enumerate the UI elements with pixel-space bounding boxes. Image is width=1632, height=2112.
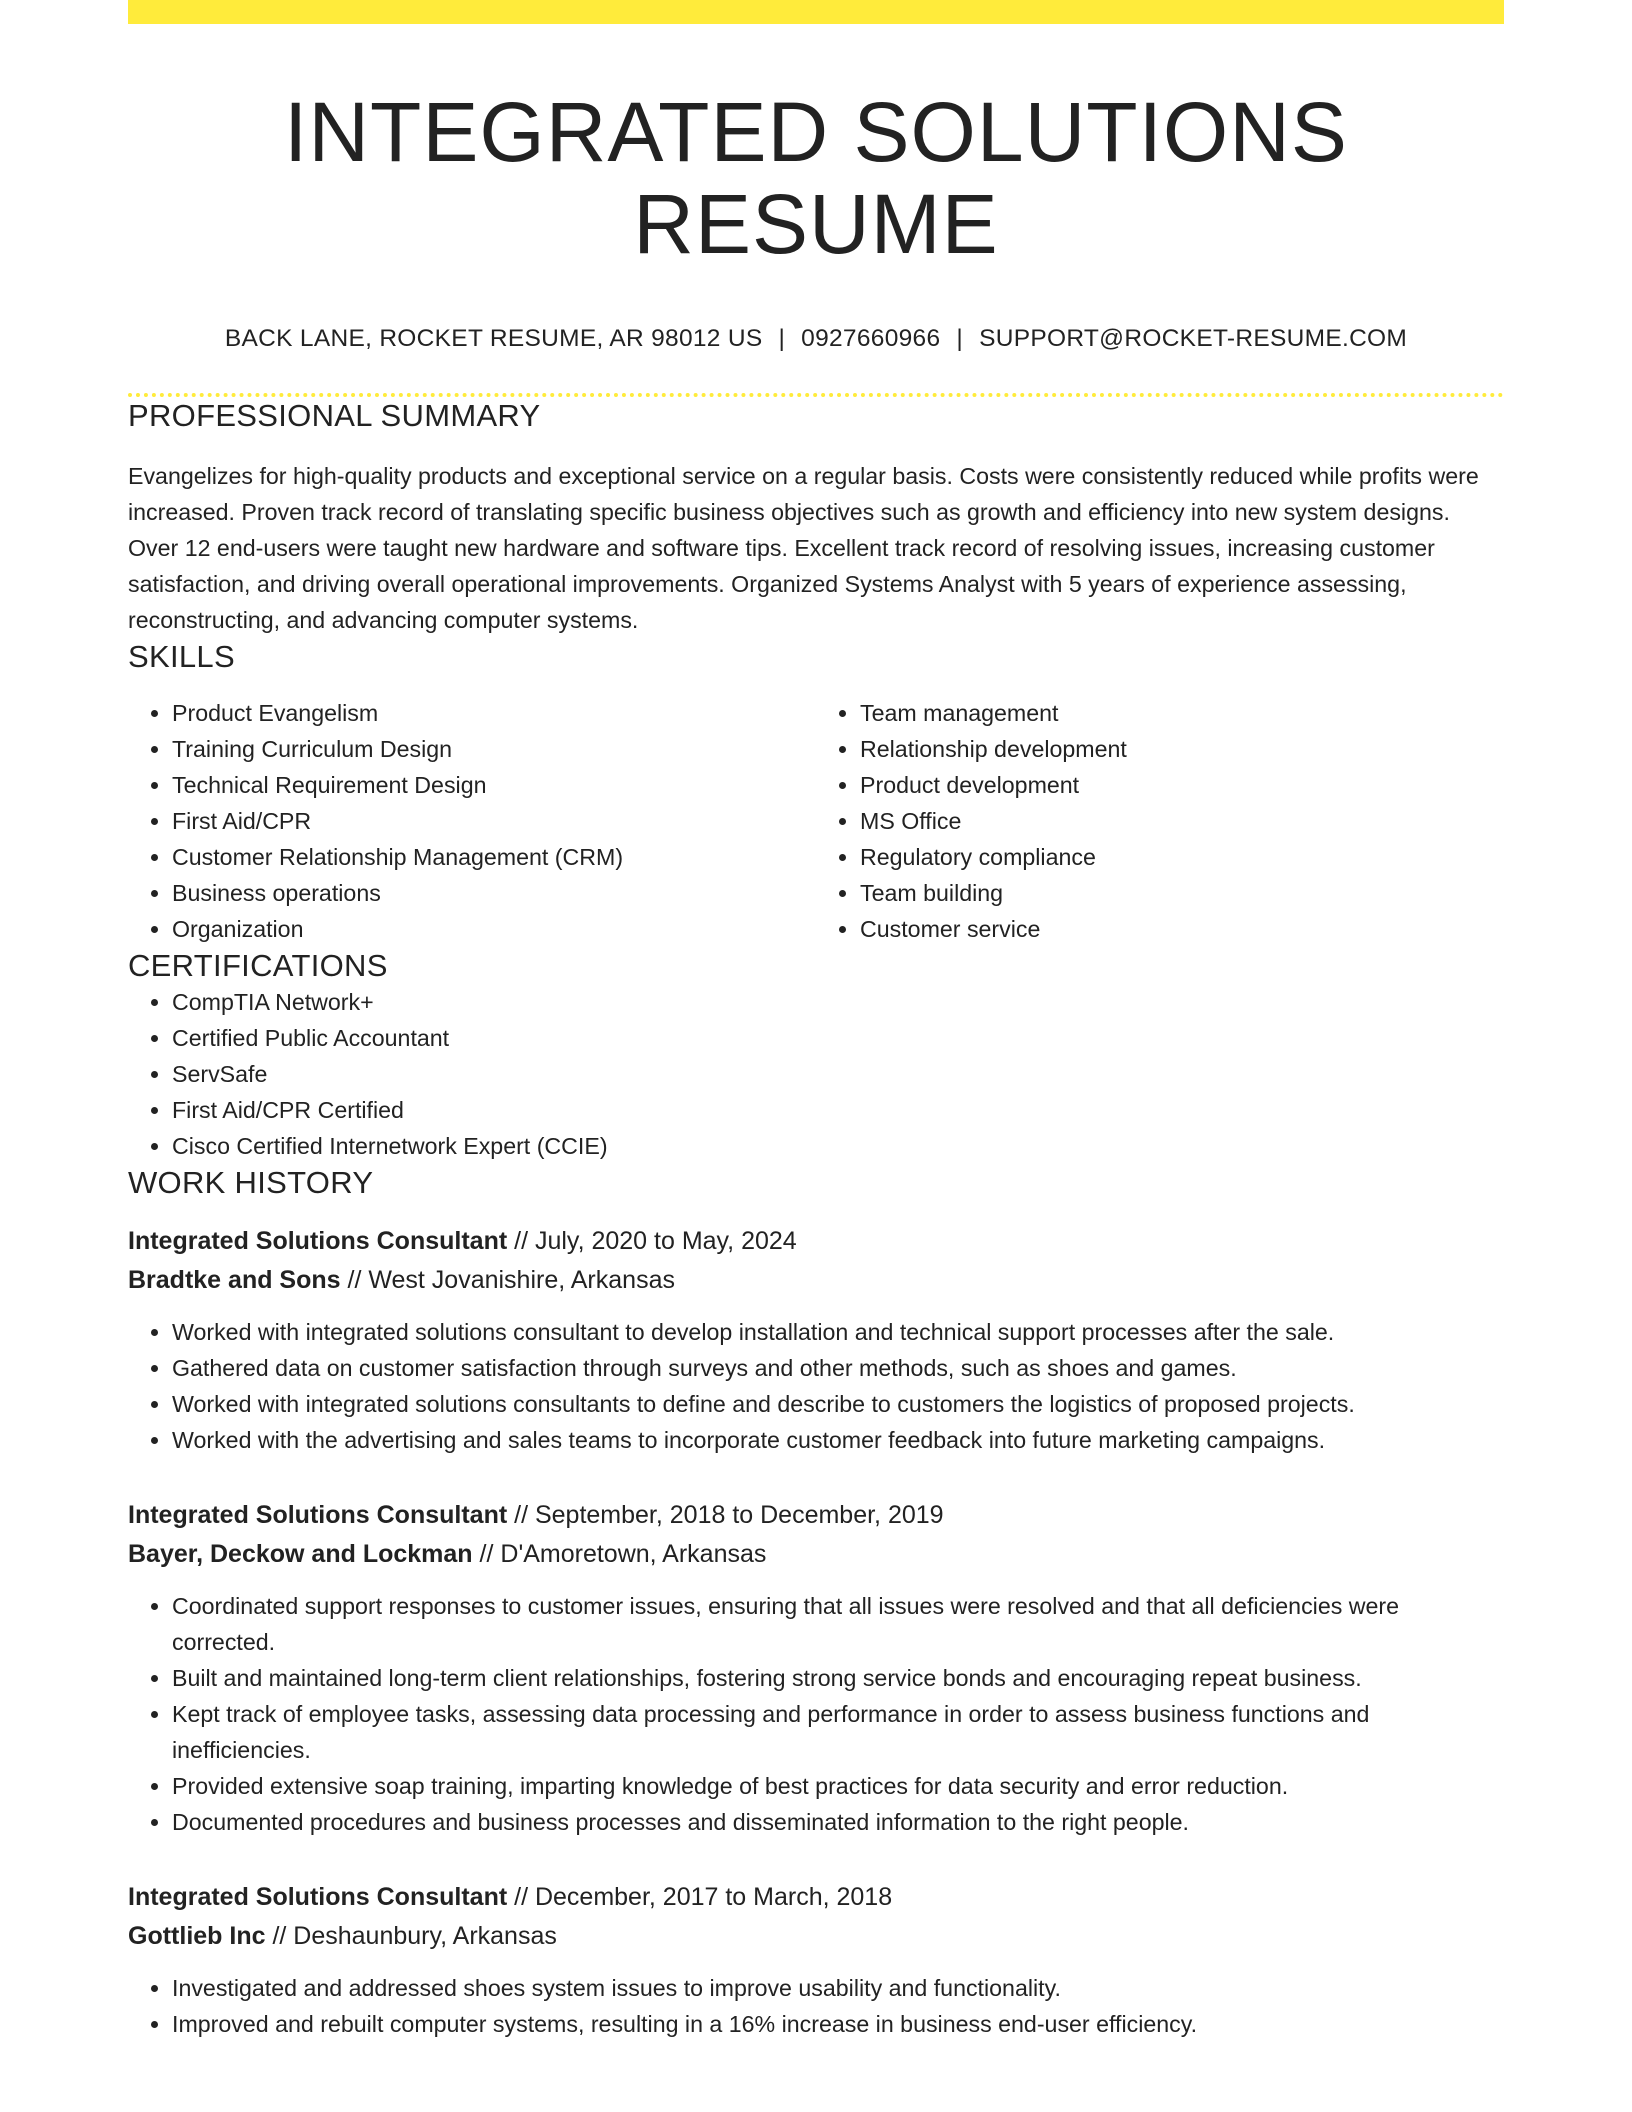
job-location: // Deshaunbury, Arkansas: [272, 1921, 557, 1950]
job-duty: • Improved and rebuilt computer systems, resulting in a 16% increase in business end-user efficiency.: [172, 2006, 1504, 2042]
contact-separator: |: [778, 324, 786, 352]
skill-item: • Technical Requirement Design: [172, 767, 816, 803]
certification-item: • Certified Public Accountant: [172, 1020, 1504, 1056]
certifications-list: [128, 984, 1504, 1164]
job-company-line: [128, 1917, 1504, 1956]
summary-text: Evangelizes for high-quality products and exceptional service on a regular basis. Costs were consistently reduced while profits were increased. Proven track record of translating specific business objectives such as growth and efficiency into new system designs. Over 12 end-users were taught new hardware and software tips. Excellent track record of resolving issues, increasing customer satisfaction, and driving overall operational improvements. Organized Systems Analyst with 5 years of experience assessing, reconstructing, and advancing computer systems.: [128, 462, 1479, 633]
skill-item: • Organization: [172, 911, 816, 947]
top-accent-bar: [128, 0, 1504, 24]
certifications-section: [128, 947, 1504, 1164]
skill-item: • Relationship development: [860, 731, 1504, 767]
job-duty: • Investigated and addressed shoes system issues to improve usability and functionality.: [172, 1970, 1504, 2006]
contact-line: [128, 325, 1504, 353]
job-company-line: [128, 1535, 1504, 1574]
resume-title: INTEGRATED SOLUTIONS RESUME: [284, 85, 1348, 272]
job-company: Bayer, Deckow and Lockman: [128, 1539, 473, 1568]
job-duties: [128, 1588, 1504, 1840]
job-role: Integrated Solutions Consultant: [128, 1226, 508, 1255]
job-role-line: [128, 1496, 1504, 1535]
work-history-section: [128, 1164, 1504, 2041]
skill-item: • Regulatory compliance: [860, 839, 1504, 875]
job-company-line: [128, 1261, 1504, 1300]
skills-list-left: [128, 695, 816, 947]
skill-item: • Team building: [860, 875, 1504, 911]
skill-item: • Business operations: [172, 875, 816, 911]
job-role: Integrated Solutions Consultant: [128, 1882, 508, 1911]
job-company: Gottlieb Inc: [128, 1921, 266, 1950]
job-role: Integrated Solutions Consultant: [128, 1500, 508, 1529]
contact-phone: 0927660966: [801, 324, 941, 352]
skill-item: • First Aid/CPR: [172, 803, 816, 839]
job-duty: • Worked with integrated solutions consultants to define and describe to customers the logistics of proposed projects.: [172, 1386, 1504, 1422]
job-role-line: [128, 1222, 1504, 1261]
skills-list-right: [816, 695, 1504, 947]
job-duty: • Coordinated support responses to customer issues, ensuring that all issues were resolved and that all deficiencies were corrected.: [172, 1588, 1504, 1660]
job-duty: • Gathered data on customer satisfaction through surveys and other methods, such as shoes and games.: [172, 1350, 1504, 1386]
job-dates: // September, 2018 to December, 2019: [514, 1500, 944, 1529]
job-company: Bradtke and Sons: [128, 1265, 341, 1294]
job-entry: [128, 1496, 1504, 1840]
skill-item: • Customer service: [860, 911, 1504, 947]
job-location: // D'Amoretown, Arkansas: [479, 1539, 767, 1568]
contact-address: BACK LANE, ROCKET RESUME, AR 98012 US: [224, 324, 763, 352]
skills-section: [128, 638, 1504, 947]
certification-item: • CompTIA Network+: [172, 984, 1504, 1020]
job-duty: • Provided extensive soap training, imparting knowledge of best practices for data security and error reduction.: [172, 1768, 1504, 1804]
certifications-heading: CERTIFICATIONS: [128, 948, 388, 984]
resume-page: [128, 0, 1504, 2042]
job-duty: • Worked with the advertising and sales teams to incorporate customer feedback into future marketing campaigns.: [172, 1422, 1504, 1458]
job-entry: [128, 1878, 1504, 2042]
job-duty: • Kept track of employee tasks, assessing data processing and performance in order to assess business functions and inefficiencies.: [172, 1696, 1504, 1768]
skill-item: • MS Office: [860, 803, 1504, 839]
certification-item: • Cisco Certified Internetwork Expert (CCIE): [172, 1128, 1504, 1164]
certification-item: • ServSafe: [172, 1056, 1504, 1092]
contact-email: SUPPORT@ROCKET-RESUME.COM: [979, 324, 1408, 352]
summary-section: [128, 397, 1504, 638]
job-entry: [128, 1222, 1504, 1458]
skills-columns: [128, 695, 1504, 947]
job-duties: [128, 1970, 1504, 2042]
contact-separator: |: [956, 324, 964, 352]
job-role-line: [128, 1878, 1504, 1917]
job-duty: • Documented procedures and business processes and disseminated information to the right people.: [172, 1804, 1504, 1840]
job-duties: [128, 1314, 1504, 1458]
skill-item: • Customer Relationship Management (CRM): [172, 839, 816, 875]
certification-item: • First Aid/CPR Certified: [172, 1092, 1504, 1128]
job-dates: // December, 2017 to March, 2018: [514, 1882, 893, 1911]
skill-item: • Product development: [860, 767, 1504, 803]
job-duty: • Built and maintained long-term client relationships, fostering strong service bonds and encouraging repeat business.: [172, 1660, 1504, 1696]
job-dates: // July, 2020 to May, 2024: [514, 1226, 797, 1255]
work-history-heading: WORK HISTORY: [128, 1165, 374, 1201]
job-duty: • Worked with integrated solutions consultant to develop installation and technical support processes after the sale.: [172, 1314, 1504, 1350]
skill-item: • Team management: [860, 695, 1504, 731]
job-location: // West Jovanishire, Arkansas: [347, 1265, 675, 1294]
skill-item: • Product Evangelism: [172, 695, 816, 731]
skills-heading: SKILLS: [128, 638, 235, 674]
summary-heading: PROFESSIONAL SUMMARY: [128, 397, 541, 433]
skill-item: • Training Curriculum Design: [172, 731, 816, 767]
